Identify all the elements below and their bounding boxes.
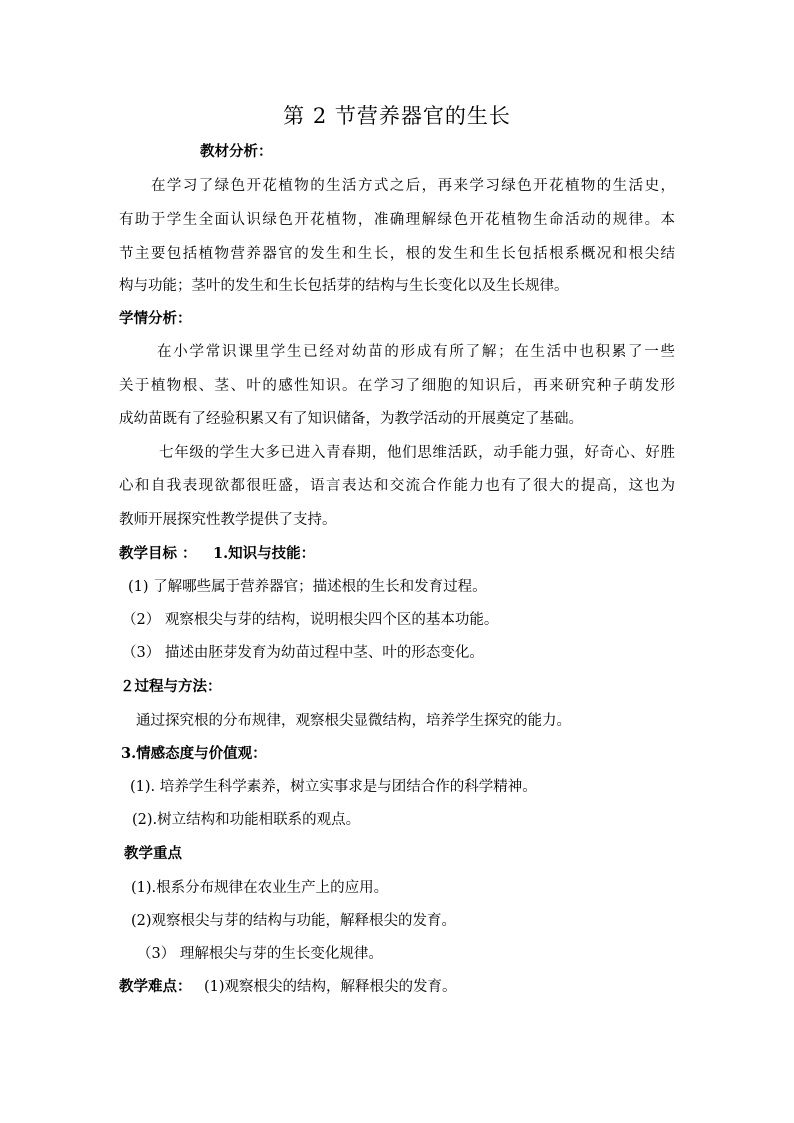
objectives-heading: 教学目标 ： <box>119 545 197 562</box>
textbook-paragraph-line: 有助于学生全面认识绿色开花植物，准确理解绿色开花植物生命活动的规律。本 <box>119 212 675 228</box>
textbook-paragraph-line: 在学习了绿色开花植物的生活方式之后，再来学习绿色开花植物的生活史， <box>151 178 675 194</box>
student-paragraph-line: 在小学常识课里学生已经对幼苗的形成有所了解；在生活中也积累了一些 <box>157 344 675 360</box>
textbook-paragraph-line: 构与功能；茎叶的发生和生长包括芽的结构与生长变化以及生长规律。 <box>119 278 569 294</box>
attitude-item: (2).树立结构和功能相联系的观点。 <box>132 812 361 828</box>
difficulty-heading: 教学难点： <box>119 978 192 995</box>
knowledge-skills-heading: 1.知识与技能： <box>213 545 316 562</box>
student-analysis-heading: 学情分析： <box>119 310 192 327</box>
attitude-values-heading: 3.情感态度与价值观： <box>121 745 267 762</box>
process-method-item: 通过探究根的分布规律，观察根尖显微结构，培养学生探究的能力。 <box>136 713 571 729</box>
textbook-paragraph-line: 节主要包括植物营养器官的发生和生长，根的发生和生长包括根系概况和根尖结 <box>119 246 675 262</box>
student-paragraph-line: 心和自我表现欲都很旺盛，语言表达和交流合作能力也有了很大的提高，这也为 <box>119 478 675 494</box>
objective-item: （3） 描述由胚芽发育为幼苗过程中茎、叶的形态变化。 <box>122 645 484 661</box>
key-point-item: (1).根系分布规律在农业生产上的应用。 <box>131 880 389 896</box>
student-paragraph-line: 七年级的学生大多已进入青春期，他们思维活跃，动手能力强，好奇心、好胜 <box>159 445 675 461</box>
attitude-item: (1). 培养学生科学素养，树立实事求是与团结合作的科学精神。 <box>130 779 537 795</box>
process-method-heading: ２过程与方法： <box>120 678 222 695</box>
key-points-heading: 教学重点 <box>124 845 182 862</box>
objective-item: （2） 观察根尖与芽的结构，说明根尖四个区的基本功能。 <box>122 612 499 628</box>
student-paragraph-line: 教师开展探究性教学提供了支持。 <box>119 512 337 528</box>
textbook-analysis-heading: 教材分析： <box>200 143 273 160</box>
objective-item: (1) 了解哪些属于营养器官；描述根的生长和发育过程。 <box>128 579 487 595</box>
difficulty-item: (1)观察根尖的结构，解释根尖的发育。 <box>204 979 457 995</box>
key-point-item: （3） 理解根尖与芽的生长变化规律。 <box>137 946 383 962</box>
document-title: 第 2 节营养器官的生长 <box>283 104 511 128</box>
student-paragraph-line: 成幼苗既有了经验积累又有了知识储备，为教学活动的开展奠定了基础。 <box>119 411 583 427</box>
key-point-item: (2)观察根尖与芽的结构与功能，解释根尖的发育。 <box>131 913 457 929</box>
student-paragraph-line: 关于植物根、茎、叶的感性知识。在学习了细胞的知识后，再来研究种子萌发形 <box>119 378 675 394</box>
